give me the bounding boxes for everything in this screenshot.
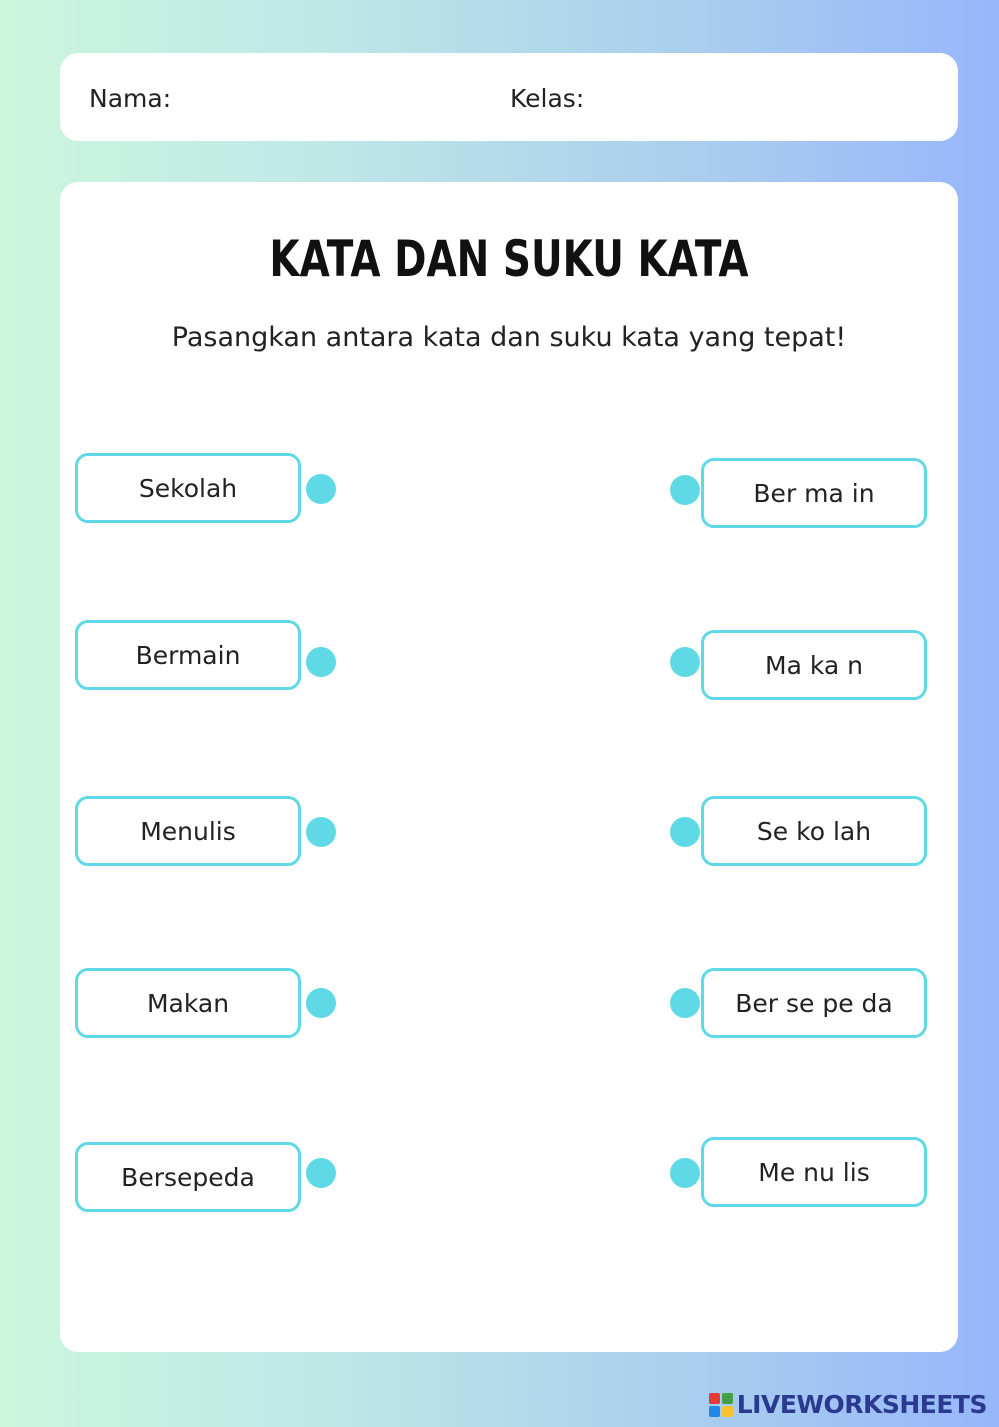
word-box-left[interactable] xyxy=(75,1142,301,1212)
match-dot-right[interactable] xyxy=(670,988,700,1018)
syllable-box-right[interactable] xyxy=(701,630,927,700)
word-label: Menulis xyxy=(140,816,236,846)
match-dot-right[interactable] xyxy=(670,1158,700,1188)
syllable-label: Se ko lah xyxy=(756,816,872,846)
match-dot-left[interactable] xyxy=(306,647,336,677)
match-dot-left[interactable] xyxy=(306,988,336,1018)
match-dot-right[interactable] xyxy=(670,817,700,847)
worksheet-card xyxy=(60,182,958,1352)
match-dot-right[interactable] xyxy=(670,475,700,505)
word-label: Makan xyxy=(146,988,230,1018)
liveworksheets-logo-icon xyxy=(709,1393,733,1417)
word-label: Bersepeda xyxy=(121,1162,255,1192)
syllable-label: Ma ka n xyxy=(765,650,863,680)
syllable-box-right[interactable] xyxy=(701,1137,927,1207)
word-box-left[interactable] xyxy=(75,453,301,523)
syllable-label: Ber ma in xyxy=(753,478,875,508)
match-dot-right[interactable] xyxy=(670,647,700,677)
worksheet-instruction: Pasangkan antara kata dan suku kata yang tepat! xyxy=(171,322,847,353)
syllable-box-right[interactable] xyxy=(701,968,927,1038)
word-box-left[interactable] xyxy=(75,796,301,866)
syllable-label: Ber se pe da xyxy=(735,988,893,1018)
worksheet-title: KATA DAN SUKU KATA xyxy=(269,230,749,288)
syllable-label: Me nu lis xyxy=(758,1157,870,1187)
match-dot-left[interactable] xyxy=(306,1158,336,1188)
word-box-left[interactable] xyxy=(75,968,301,1038)
word-label: Bermain xyxy=(135,640,241,670)
liveworksheets-brand xyxy=(709,1390,987,1419)
match-dot-left[interactable] xyxy=(306,817,336,847)
word-label: Sekolah xyxy=(138,473,238,503)
match-dot-left[interactable] xyxy=(306,474,336,504)
syllable-box-right[interactable] xyxy=(701,458,927,528)
syllable-box-right[interactable] xyxy=(701,796,927,866)
word-box-left[interactable] xyxy=(75,620,301,690)
class-label: Kelas: xyxy=(510,84,585,113)
name-label: Nama: xyxy=(89,84,172,113)
brand-text: LIVEWORKSHEETS xyxy=(736,1390,987,1419)
student-info-card xyxy=(60,53,958,141)
